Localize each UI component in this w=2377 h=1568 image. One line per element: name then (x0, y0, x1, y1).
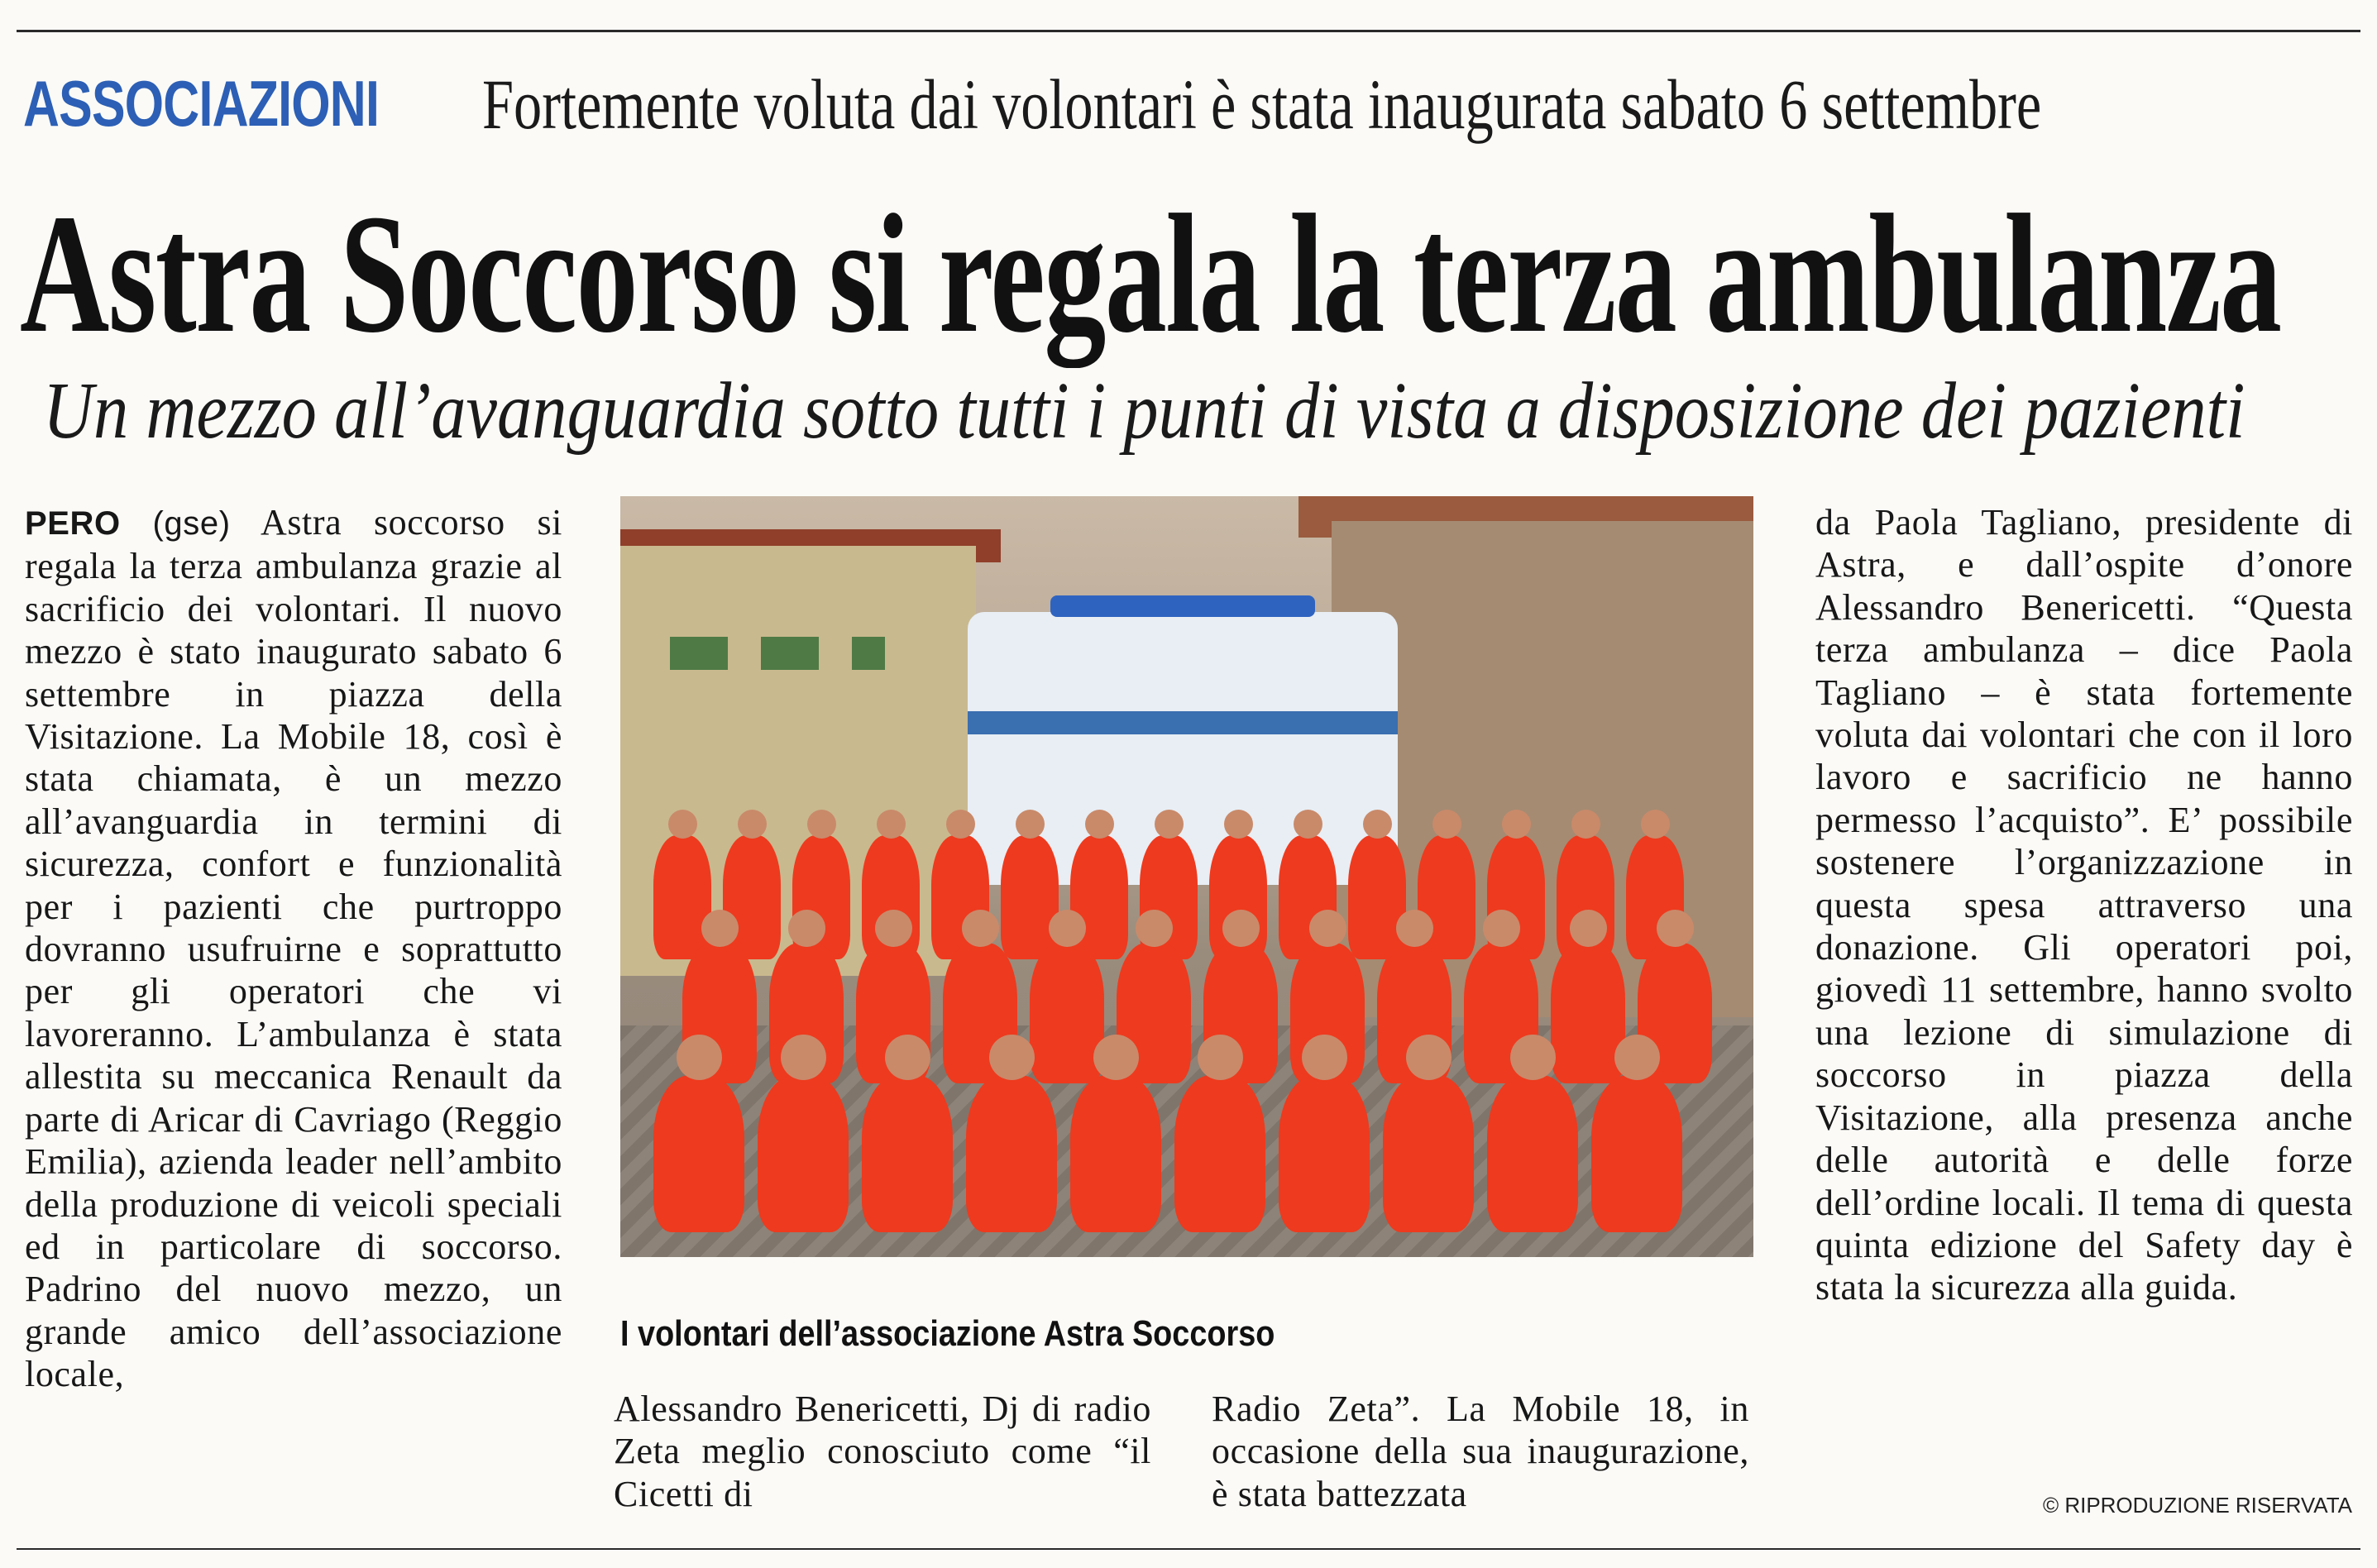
volunteer-head (1571, 810, 1600, 839)
volunteer-head (1570, 910, 1607, 947)
article-column-3 (1212, 1388, 1749, 1515)
volunteer-head (1432, 810, 1461, 839)
volunteer-figure (1001, 835, 1059, 959)
volunteer-head (788, 910, 825, 947)
volunteer-head (885, 1035, 930, 1080)
column-1-text: Astra soccorso si regala la terza ambulanza grazie al sacrificio dei volontari. Il nuovo mezzo è stato inaugurato sabato 6 settembre in piazza della Visitazione. La Mobile 18, così è stata chiamata, è un mezzo all’avanguardia in termini di sicurezza, confort e funzionalità per i pazienti che purtroppo dovranno usufruirne e soprattutto per gli operatori che vi lavoreranno. L’ambulanza è stata allestita su meccanica Renault da parte di Aricar di Cavriago (Reggio Emilia), azienda leader nell’ambito della produzione di veicoli speciali ed in particolare di soccorso. Padrino del nuovo mezzo, un grande amico dell’associazione locale, (25, 502, 562, 1395)
volunteer-head (1294, 810, 1322, 839)
volunteer-figure (1174, 1075, 1265, 1232)
kicker-row (23, 66, 2355, 157)
volunteer-head (1222, 910, 1260, 947)
volunteer-figure (1348, 835, 1406, 959)
volunteer-figure (653, 1075, 744, 1232)
copyright-notice: © RIPRODUZIONE RISERVATA (2042, 1493, 2352, 1518)
volunteer-head (1657, 910, 1694, 947)
volunteer-head (1198, 1035, 1243, 1080)
subhead: Un mezzo all’avanguardia sotto tutti i punti di vista a disposizione dei pazienti (43, 366, 2245, 456)
volunteer-figure (1551, 943, 1625, 1083)
volunteer-head (1502, 810, 1531, 839)
volunteer-head (962, 910, 999, 947)
volunteer-figure (758, 1075, 849, 1232)
group-photo (620, 496, 1753, 1257)
volunteer-head (1483, 910, 1520, 947)
volunteer-head (1363, 810, 1392, 839)
volunteer-head (1136, 910, 1173, 947)
volunteer-head (701, 910, 739, 947)
volunteer-figure (1030, 943, 1104, 1083)
volunteer-head (1641, 810, 1670, 839)
volunteer-figure (653, 835, 711, 959)
photo-windows (670, 637, 885, 670)
photo-caption: I volontari dell’associazione Astra Soccorso (620, 1313, 1275, 1354)
volunteer-head (946, 810, 975, 839)
volunteer-head (1093, 1035, 1139, 1080)
volunteer-head (781, 1035, 826, 1080)
column-4-text: da Paola Tagliano, presidente di Astra, e dall’ospite d’onore Alessandro Benericetti. “Questa terza ambulanza – dice Paola Tagliano – è stata fortemente voluta dai volontari che con il loro lavoro e sacrificio ne hanno permesso l’acquisto”. E’ possibile sostenere l’organizzazione in questa spesa attraverso una donazione. Gli operatori poi, giovedì 11 settembre, hanno svolto una lezione di simulazione di soccorso in piazza della Visitazione, alla presenza anche delle autorità e delle forze dell’ordine locali. Il tema di questa quinta edizione del Safety day è stata la sicurezza alla guida. (1815, 502, 2353, 1308)
photo-volunteers (645, 769, 1720, 1199)
column-2-text: Alessandro Benericetti, Dj di radio Zeta meglio conosciuto come “il Cicetti di (614, 1389, 1151, 1514)
volunteer-head (877, 810, 906, 839)
bottom-rule (17, 1548, 2360, 1550)
volunteer-head (1309, 910, 1346, 947)
volunteer-figure (1383, 1075, 1474, 1232)
agency-code: (gse) (152, 505, 231, 542)
volunteer-head (1510, 1035, 1556, 1080)
column-3-text: Radio Zeta”. La Mobile 18, in occasione della sua inaugurazione, è stata battezzata (1212, 1389, 1749, 1514)
volunteer-head (677, 1035, 722, 1080)
photo-ambulance-stripe (968, 711, 1398, 734)
volunteer-figure (1591, 1075, 1682, 1232)
volunteer-head (738, 810, 767, 839)
volunteer-head (1016, 810, 1045, 839)
volunteer-head (1396, 910, 1433, 947)
kicker: Fortemente voluta dai volontari è stata inaugurata sabato 6 settembre (482, 65, 2042, 144)
volunteer-figure (862, 1075, 953, 1232)
volunteer-head (668, 810, 697, 839)
volunteer-figure (1487, 1075, 1578, 1232)
photo-ambulance-lightbar (1050, 595, 1315, 617)
volunteer-figure (1279, 1075, 1370, 1232)
volunteer-head (1224, 810, 1253, 839)
dateline: PERO (25, 505, 121, 542)
article-column-4 (1815, 501, 2353, 1309)
volunteer-figure (966, 1075, 1057, 1232)
volunteer-head (1406, 1035, 1452, 1080)
volunteer-head (807, 810, 836, 839)
volunteer-head (1302, 1035, 1347, 1080)
volunteer-figure (1070, 1075, 1161, 1232)
volunteer-head (1155, 810, 1184, 839)
top-rule (17, 30, 2360, 32)
section-tag: ASSOCIAZIONI (23, 67, 380, 140)
volunteer-head (1085, 810, 1114, 839)
headline: Astra Soccorso si regala la terza ambulanza (20, 179, 2281, 368)
volunteer-head (1049, 910, 1086, 947)
article-column-2 (614, 1388, 1151, 1515)
volunteer-head (989, 1035, 1035, 1080)
volunteer-head (1614, 1035, 1660, 1080)
volunteer-head (875, 910, 912, 947)
article-column-1 (25, 501, 562, 1396)
